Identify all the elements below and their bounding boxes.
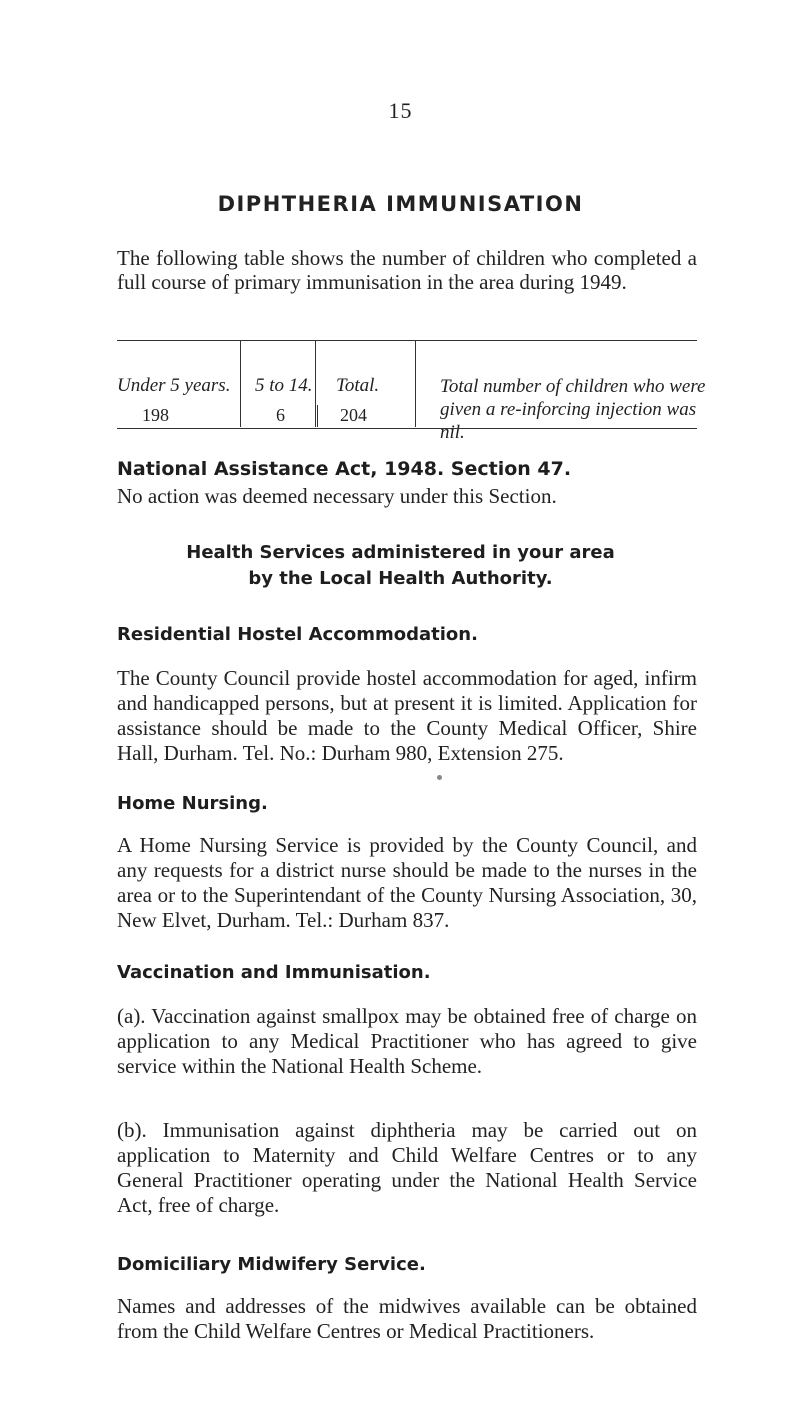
residential-heading: Residential Hostel Accommodation. xyxy=(117,624,478,645)
table-header-under-5: Under 5 years. xyxy=(117,375,231,396)
home-nursing-text: A Home Nursing Service is provided by the County Council, and any requests for a district nurse should be made to the nurses in the area or to the Superintendant of the County Nursing Association, 30, New Elvet, Durham. Tel.: Durham 837. xyxy=(117,833,697,932)
vaccination-para-a: (a). Vaccination against smallpox may be obtained free of charge on application to any Medical Practitioner who has agreed to give service within the National Health Scheme. xyxy=(117,1004,697,1078)
health-services-heading-line1: Health Services administered in your area xyxy=(186,542,615,563)
table-header-5-to-14: 5 to 14. xyxy=(255,375,313,396)
table-divider xyxy=(415,341,416,427)
stray-dot xyxy=(437,775,442,780)
table-header-total: Total. xyxy=(336,375,380,396)
table-divider xyxy=(240,341,241,427)
national-assistance-text: No action was deemed necessary under this Section. xyxy=(117,484,557,508)
intro-paragraph: The following table shows the number of children who completed a full course of primary immunisation in the area during 1949. xyxy=(117,246,697,294)
table-divider xyxy=(317,405,318,427)
vaccination-para-b: (b). Immunisation against diphtheria may be carried out on application to Maternity and Child Welfare Centres or to any General Practitioner operating under the National Health Service Act, free of charge. xyxy=(117,1118,697,1217)
table-note: Total number of children who were given a re-inforcing injection was nil. xyxy=(440,376,706,443)
home-nursing-heading: Home Nursing. xyxy=(117,793,268,814)
table-top-rule xyxy=(117,340,697,341)
table-divider xyxy=(315,341,316,427)
page-title: DIPHTHERIA IMMUNISATION xyxy=(217,192,584,216)
table-value-under-5: 198 xyxy=(142,405,169,425)
table-value-5-to-14: 6 xyxy=(276,405,285,425)
vaccination-heading: Vaccination and Immunisation. xyxy=(117,962,431,983)
midwifery-heading: Domiciliary Midwifery Service. xyxy=(117,1254,426,1275)
residential-text: The County Council provide hostel accommodation for aged, infirm and handicapped persons, but at present it is limited. Application for assistance should be made to the County Medical Officer, Shire Hall, Durham. Tel. No.: Durham 980, Extension 275. xyxy=(117,666,697,765)
page-number: 15 xyxy=(388,98,413,123)
table-bottom-rule xyxy=(117,428,697,429)
table-value-total: 204 xyxy=(340,405,367,425)
midwifery-text: Names and addresses of the midwives available can be obtained from the Child Welfare Centres or Medical Practitioners. xyxy=(117,1294,697,1343)
national-assistance-heading: National Assistance Act, 1948. Section 47. xyxy=(117,458,572,480)
health-services-heading-line2: by the Local Health Authority. xyxy=(248,568,553,589)
